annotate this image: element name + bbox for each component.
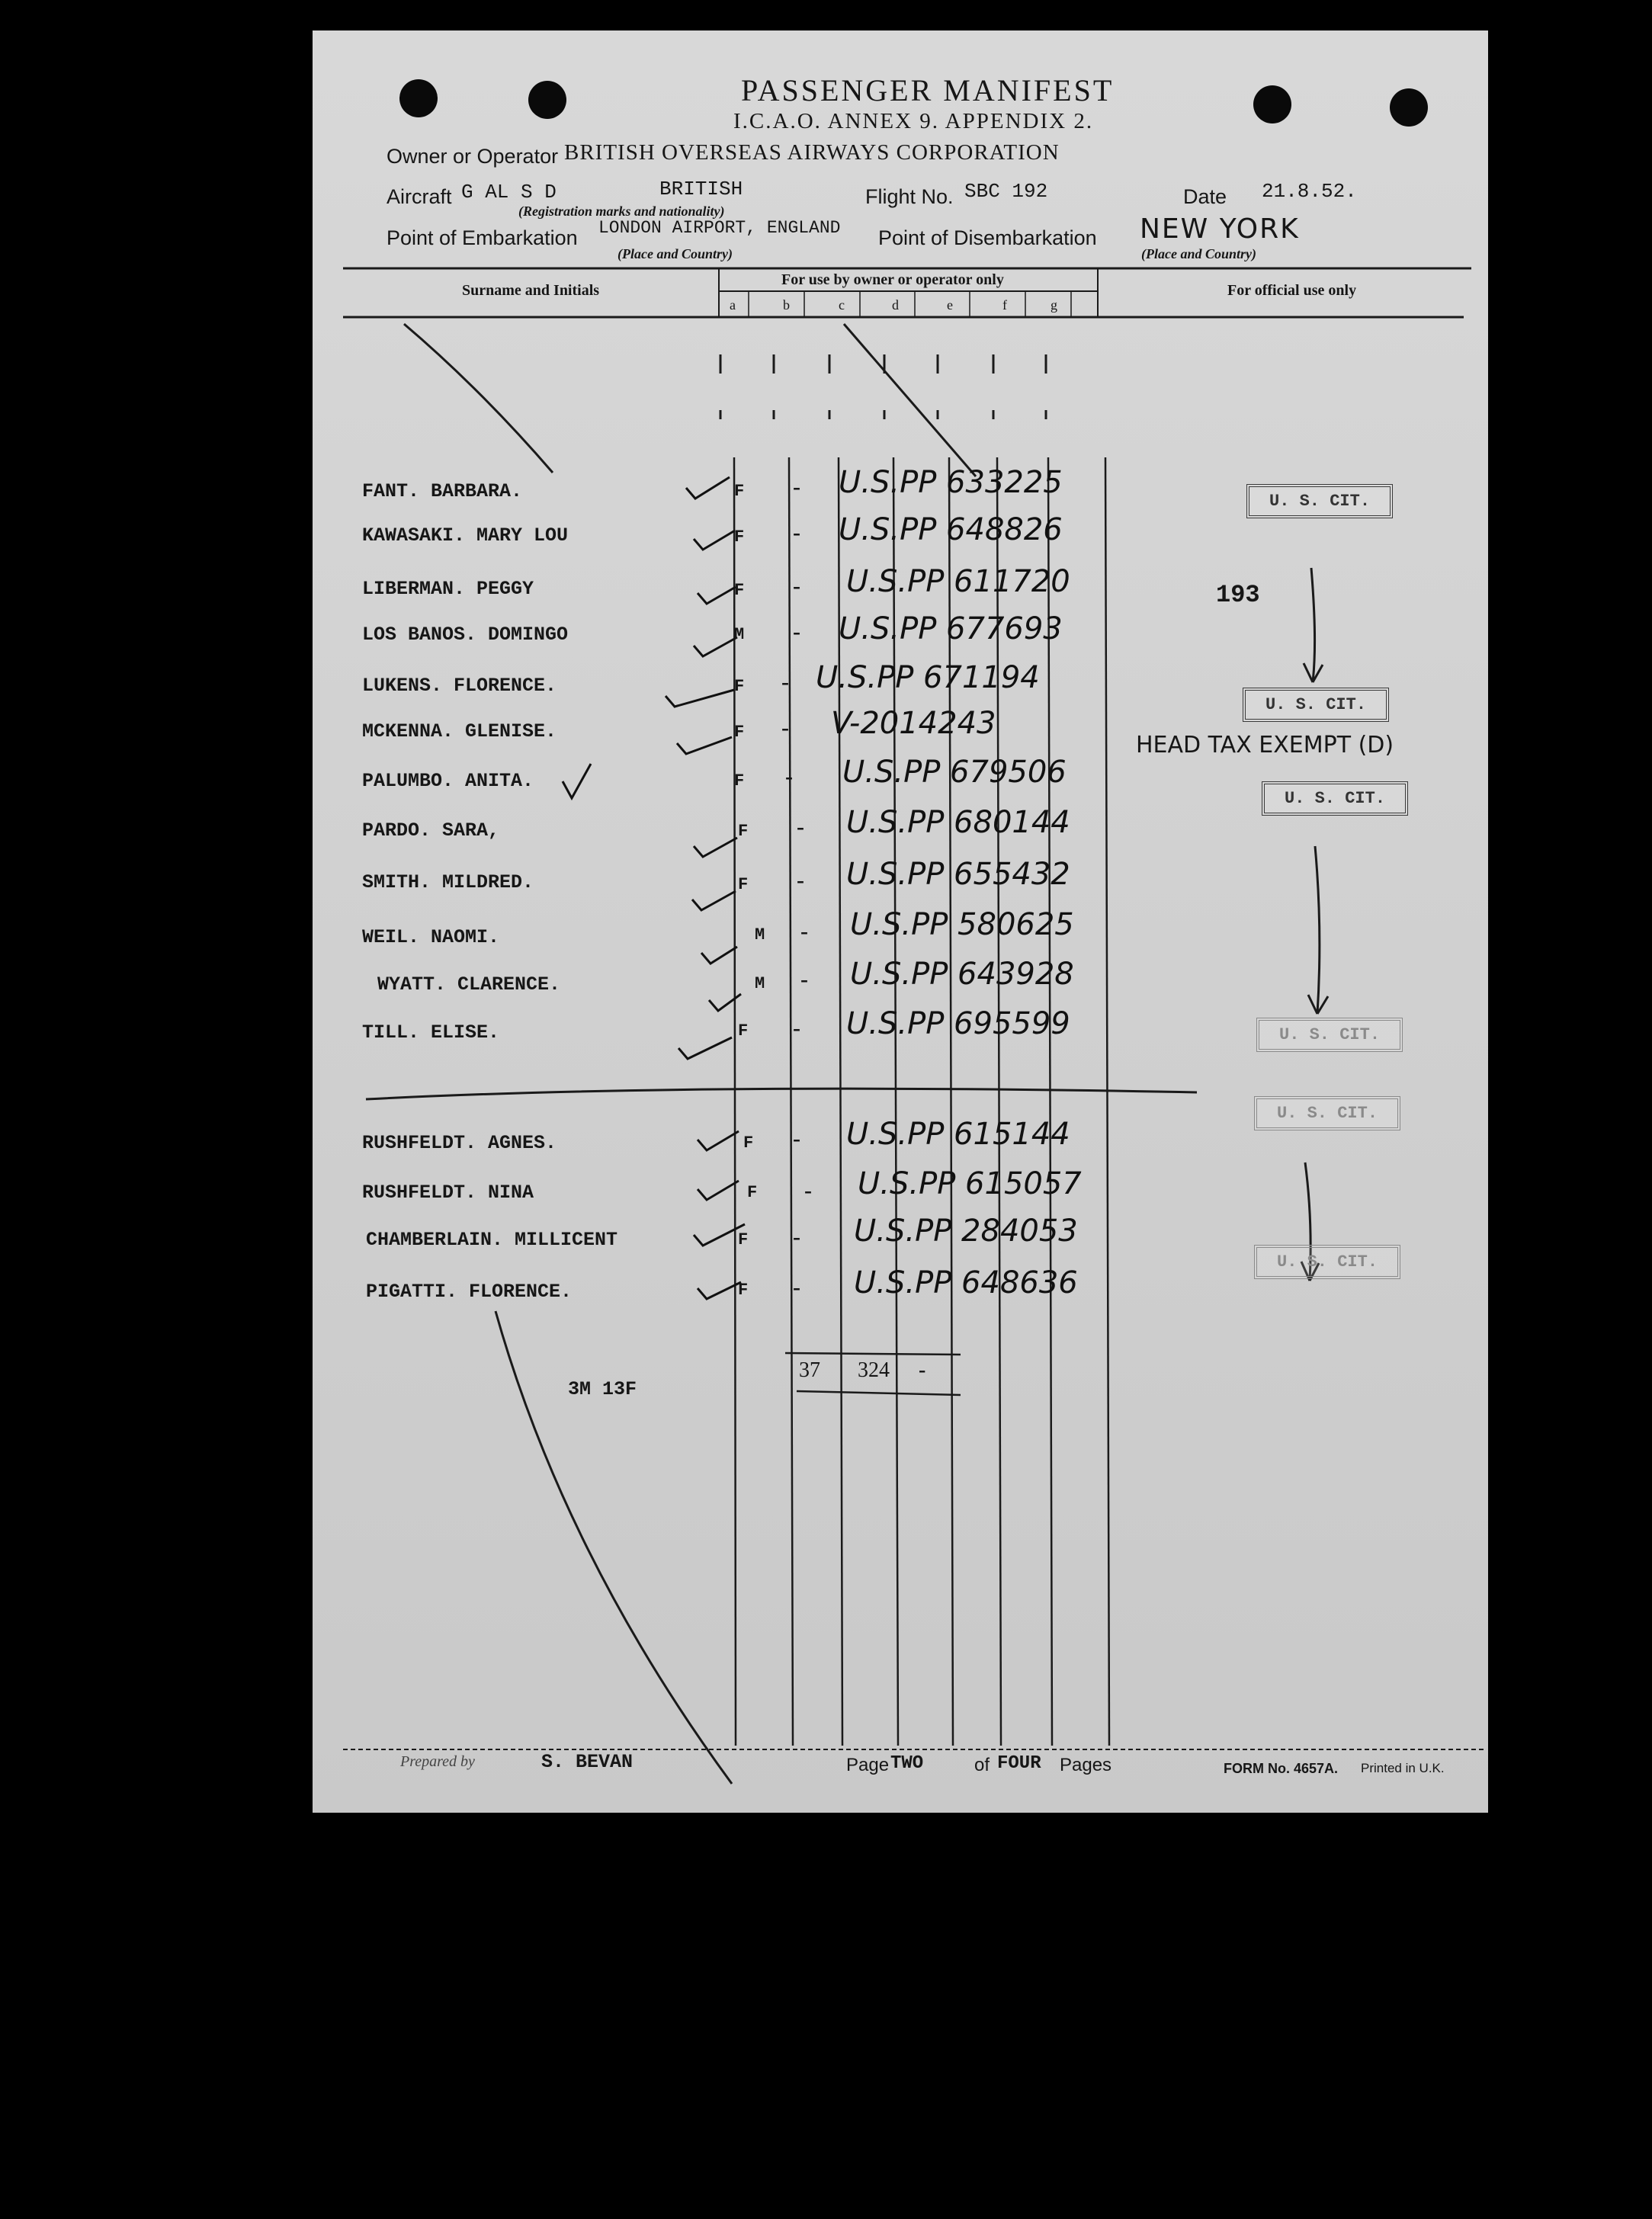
col-letter-f: f xyxy=(1002,297,1007,313)
embark-label: Point of Embarkation xyxy=(387,226,578,249)
passenger-b: - xyxy=(800,919,808,944)
passenger-b: - xyxy=(785,764,793,789)
col-surname-header: Surname and Initials xyxy=(462,282,600,299)
passenger-sex: F xyxy=(734,723,745,742)
registration-note: (Registration marks and nationality) xyxy=(518,204,725,219)
aircraft-value: G AL S D xyxy=(461,181,557,204)
passenger-name: LIBERMAN. PEGGY xyxy=(362,578,534,600)
col-letter-e: e xyxy=(947,297,953,313)
prepared-label: Prepared by xyxy=(400,1753,475,1770)
passenger-name: WYATT. CLARENCE. xyxy=(377,973,561,996)
passenger-name: MCKENNA. GLENISE. xyxy=(362,720,557,742)
embark-note: (Place and Country) xyxy=(617,246,733,261)
manifest-subtitle: I.C.A.O. ANNEX 9. APPENDIX 2. xyxy=(733,109,1094,133)
us-cit-stamp: U. S. CIT. xyxy=(1246,484,1393,518)
of-value: FOUR xyxy=(997,1753,1041,1774)
date-value: 21.8.52. xyxy=(1262,180,1357,203)
passenger-passport: U.S.PP 643928 xyxy=(850,957,1074,992)
passenger-sex: F xyxy=(747,1183,758,1202)
passenger-passport: U.S.PP 671194 xyxy=(816,660,1040,695)
passenger-name: CHAMBERLAIN. MILLICENT xyxy=(366,1229,618,1251)
col-official-header: For official use only xyxy=(1227,282,1357,299)
passenger-sex: M xyxy=(755,925,765,944)
col-letter-d: d xyxy=(892,297,899,313)
passenger-name: PARDO. SARA, xyxy=(362,819,500,842)
form-number: FORM No. 4657A. xyxy=(1224,1761,1339,1776)
us-cit-stamp: U. S. CIT. xyxy=(1262,781,1408,816)
passenger-b: - xyxy=(797,814,804,839)
printed-in: Printed in U.K. xyxy=(1361,1761,1445,1775)
col-letter-a: a xyxy=(730,297,736,313)
us-cit-stamp: U. S. CIT. xyxy=(1243,688,1389,722)
passenger-passport: V-2014243 xyxy=(831,706,996,741)
disembark-value: NEW YORK xyxy=(1140,213,1300,245)
aircraft-nationality: BRITISH xyxy=(659,178,743,200)
passenger-sex: F xyxy=(734,482,745,501)
flight-value: SBC 192 xyxy=(964,180,1048,203)
passenger-sex: F xyxy=(738,1230,749,1249)
passenger-name: WEIL. NAOMI. xyxy=(362,926,500,948)
passenger-b: - xyxy=(793,1126,800,1151)
us-cit-stamp: U. S. CIT. xyxy=(1254,1096,1400,1130)
total-d: 324 xyxy=(858,1358,890,1382)
passenger-sex: F xyxy=(738,1281,749,1300)
passenger-sex: M xyxy=(755,974,765,993)
gender-count-note: 3M 13F xyxy=(568,1378,637,1400)
flight-label: Flight No. xyxy=(865,185,954,208)
col-operator-header: For use by owner or operator only xyxy=(781,271,1004,288)
passenger-name: PIGATTI. FLORENCE. xyxy=(366,1281,573,1303)
check-marks xyxy=(563,477,745,1299)
passenger-name: RUSHFELDT. NINA xyxy=(362,1182,534,1204)
passenger-passport: U.S.PP 680144 xyxy=(846,805,1070,840)
passenger-sex: F xyxy=(743,1134,754,1153)
col-letter-c: c xyxy=(839,297,845,313)
disembark-label: Point of Disembarkation xyxy=(878,226,1097,249)
passenger-sex: F xyxy=(734,771,745,790)
passenger-b: - xyxy=(793,520,800,545)
passenger-passport: U.S.PP 677693 xyxy=(839,611,1063,646)
embark-value: LONDON AIRPORT, ENGLAND xyxy=(598,218,841,238)
total-c: 37 xyxy=(799,1358,820,1382)
owner-value: BRITISH OVERSEAS AIRWAYS CORPORATION xyxy=(564,140,1060,165)
disembark-note: (Place and Country) xyxy=(1141,246,1256,261)
date-label: Date xyxy=(1183,185,1227,208)
passenger-passport: U.S.PP 648636 xyxy=(854,1265,1078,1300)
passenger-b: - xyxy=(781,715,789,740)
passenger-passport: U.S.PP 284053 xyxy=(854,1214,1078,1249)
passenger-sex: F xyxy=(738,822,749,841)
passenger-sex: F xyxy=(734,677,745,696)
us-cit-stamp: U. S. CIT. xyxy=(1256,1018,1403,1052)
passenger-b: - xyxy=(781,669,789,694)
passenger-passport: U.S.PP 633225 xyxy=(839,465,1063,500)
of-label: of xyxy=(974,1755,990,1775)
passenger-b: - xyxy=(793,619,800,644)
passenger-passport: U.S.PP 615144 xyxy=(846,1117,1070,1152)
manifest-title: PASSENGER MANIFEST xyxy=(741,73,1115,107)
passenger-name: PALUMBO. ANITA. xyxy=(362,770,534,792)
passenger-passport: U.S.PP 615057 xyxy=(858,1166,1082,1201)
passenger-b: - xyxy=(804,1178,812,1203)
number-stamp: 193 xyxy=(1216,581,1260,609)
page-value: TWO xyxy=(890,1753,924,1774)
passenger-name: RUSHFELDT. AGNES. xyxy=(362,1132,557,1154)
passenger-passport: U.S.PP 580625 xyxy=(850,907,1074,942)
owner-label: Owner or Operator xyxy=(387,145,559,168)
passenger-b: - xyxy=(793,1275,800,1300)
passenger-b: - xyxy=(793,573,800,598)
passenger-passport: U.S.PP 695599 xyxy=(846,1006,1070,1041)
passenger-sex: F xyxy=(734,527,745,547)
us-cit-stamp: U. S. CIT. xyxy=(1254,1245,1400,1279)
aircraft-label: Aircraft xyxy=(387,185,452,208)
prepared-value: S. BEVAN xyxy=(541,1751,634,1773)
passenger-sex: F xyxy=(738,875,749,894)
passenger-name: SMITH. MILDRED. xyxy=(362,871,534,893)
passenger-passport: U.S.PP 648826 xyxy=(839,512,1063,547)
passenger-name: LOS BANOS. DOMINGO xyxy=(362,624,569,646)
passenger-b: - xyxy=(793,1224,800,1249)
head-tax-stamp: HEAD TAX EXEMPT (D) xyxy=(1136,732,1394,758)
passenger-name: LUKENS. FLORENCE. xyxy=(362,675,557,697)
passenger-b: - xyxy=(793,474,800,499)
manifest-page xyxy=(313,30,1488,1813)
passenger-b: - xyxy=(797,867,804,893)
page-label: Page xyxy=(846,1755,890,1775)
passenger-name: TILL. ELISE. xyxy=(362,1021,500,1044)
passenger-name: FANT. BARBARA. xyxy=(362,480,523,502)
total-e: - xyxy=(919,1358,926,1382)
passenger-passport: U.S.PP 679506 xyxy=(842,755,1067,790)
passenger-passport: U.S.PP 611720 xyxy=(846,564,1070,599)
passenger-sex: F xyxy=(738,1021,749,1041)
passenger-b: - xyxy=(793,1015,800,1041)
pages-label: Pages xyxy=(1060,1755,1112,1775)
passenger-sex: F xyxy=(734,581,745,600)
col-letter-b: b xyxy=(783,297,790,313)
passenger-name: KAWASAKI. MARY LOU xyxy=(362,524,569,547)
passenger-b: - xyxy=(800,967,808,992)
passenger-passport: U.S.PP 655432 xyxy=(846,857,1070,892)
passenger-sex: M xyxy=(734,625,745,644)
col-letter-g: g xyxy=(1051,297,1057,313)
